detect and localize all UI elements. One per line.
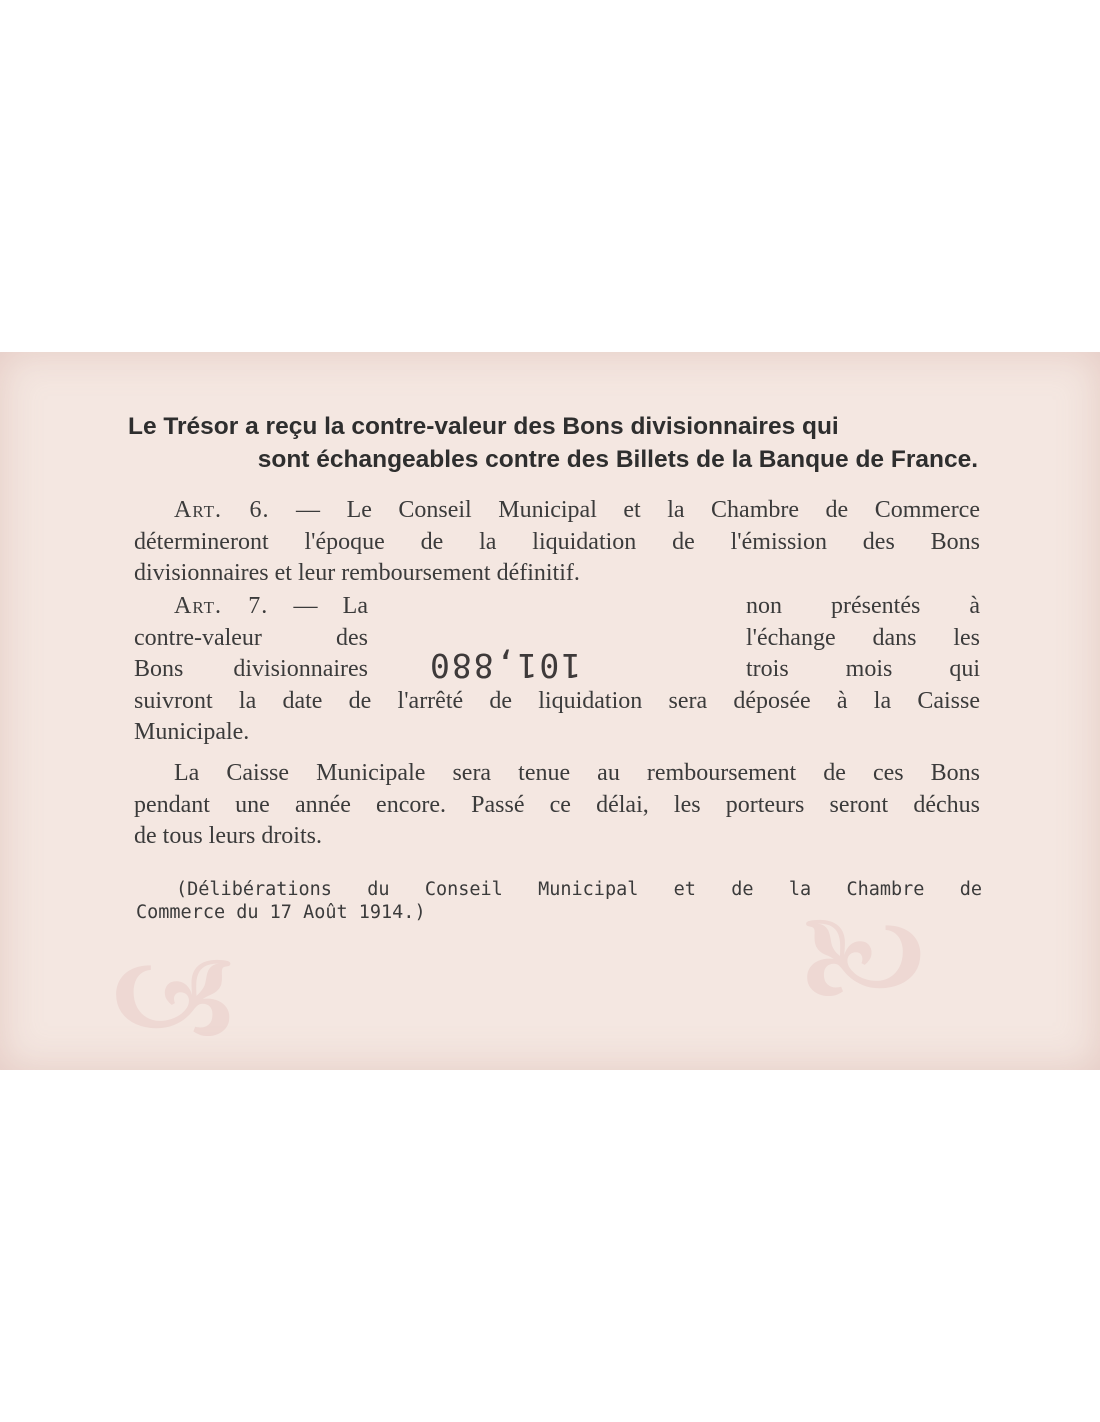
article-7-left-column [134, 591, 368, 686]
caisse-line-3: de tous leurs droits. [134, 823, 322, 849]
article-7-label: Art. 7. [174, 593, 269, 619]
caisse-paragraph [134, 758, 980, 853]
footnote [136, 878, 982, 924]
article-7-right-line-3: trois mois qui [746, 656, 980, 682]
article-7-left-line-2: contre-valeur des [134, 624, 368, 651]
article-7-left-line-3: Bons divisionnaires [134, 656, 368, 682]
article-7-line-5: Municipale. [134, 719, 250, 745]
article-6-label: Art. 6. [174, 497, 270, 523]
caisse-line-1: La Caisse Municipale sera tenue au remboursement de ces Bons [174, 760, 980, 786]
watermark-print: 🙤 [800, 890, 927, 1029]
caisse-line-2: pendant une année encore. Passé ce délai, les porteurs seront déchus [134, 791, 980, 818]
article-6-line-1: — Le Conseil Municipal et la Chambre de Commerce [269, 497, 980, 523]
article-6-line-2: détermineront l'époque de la liquidation de l'émission des Bons [134, 528, 980, 555]
footnote-line-2: Commerce du 17 Août 1914.) [136, 902, 426, 923]
footnote-line-1: (Délibérations du Conseil Municipal et de la Chambre de [176, 879, 982, 900]
article-7-line-4: suivront la date de l'arrêté de liquidation sera déposée à la Caisse [134, 687, 980, 714]
serial-number: 101,880 [428, 646, 582, 685]
article-7-right-column [746, 591, 980, 686]
article-7-right-line-1: non présentés à [746, 593, 980, 619]
banknote-reverse [0, 352, 1100, 1070]
treasury-statement-line-1: Le Trésor a reçu la contre-valeur des Bons divisionnaires qui [128, 413, 839, 440]
treasury-statement [128, 410, 978, 476]
treasury-statement-line-2: sont échangeables contre des Billets de la Banque de France. [257, 446, 978, 473]
article-6 [134, 495, 980, 590]
article-7-left-line-1: — La [268, 593, 368, 619]
watermark-print: 🙦 [110, 930, 237, 1069]
article-6-line-3: divisionnaires et leur remboursement définitif. [134, 560, 580, 586]
article-7-right-line-2: l'échange dans les [746, 624, 980, 651]
